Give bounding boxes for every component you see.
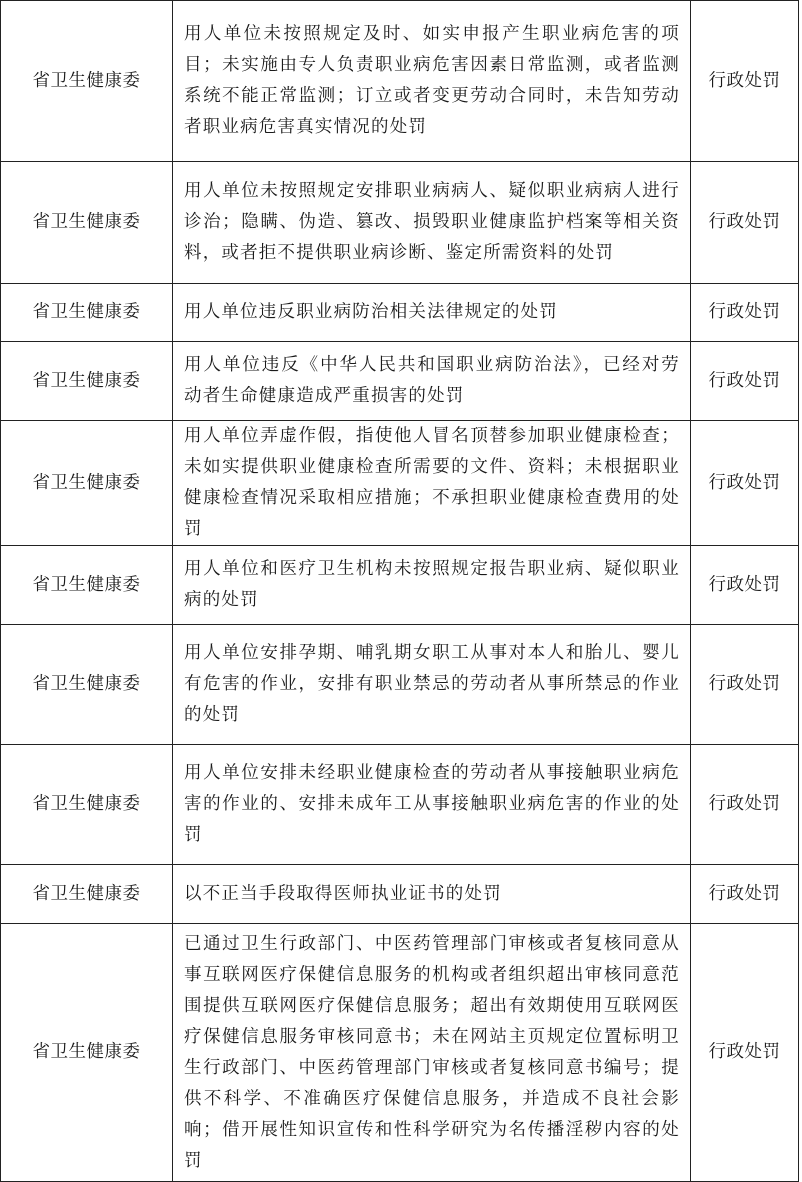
department-cell: 省卫生健康委	[1, 421, 173, 546]
item-cell: 用人单位和医疗卫生机构未按照规定报告职业病、疑似职业病的处罚	[173, 546, 691, 625]
department-cell: 省卫生健康委	[1, 865, 173, 924]
type-cell: 行政处罚	[691, 924, 799, 1182]
type-cell: 行政处罚	[691, 342, 799, 421]
item-cell: 用人单位违反《中华人民共和国职业病防治法》，已经对劳动者生命健康造成严重损害的处罚	[173, 342, 691, 421]
type-cell: 行政处罚	[691, 865, 799, 924]
type-cell: 行政处罚	[691, 421, 799, 546]
table-row	[1, 284, 799, 342]
item-cell: 用人单位弄虚作假，指使他人冒名顶替参加职业健康检查；未如实提供职业健康检查所需要的文件、资料；未根据职业健康检查情况采取相应措施；不承担职业健康检查费用的处罚	[173, 421, 691, 546]
type-cell: 行政处罚	[691, 546, 799, 625]
table-row	[1, 924, 799, 1182]
item-cell: 用人单位安排未经职业健康检查的劳动者从事接触职业病危害的作业的、安排未成年工从事接触职业病危害的作业的处罚	[173, 745, 691, 865]
department-cell: 省卫生健康委	[1, 546, 173, 625]
department-cell: 省卫生健康委	[1, 342, 173, 421]
type-cell: 行政处罚	[691, 625, 799, 745]
item-cell: 用人单位未按照规定及时、如实申报产生职业病危害的项目；未实施由专人负责职业病危害因素日常监测，或者监测系统不能正常监测；订立或者变更劳动合同时，未告知劳动者职业病危害真实情况的处罚	[173, 1, 691, 162]
table-row	[1, 865, 799, 924]
item-cell: 用人单位违反职业病防治相关法律规定的处罚	[173, 284, 691, 342]
department-cell: 省卫生健康委	[1, 162, 173, 284]
table-row	[1, 1, 799, 162]
table-row	[1, 421, 799, 546]
department-cell: 省卫生健康委	[1, 284, 173, 342]
department-cell: 省卫生健康委	[1, 745, 173, 865]
department-cell: 省卫生健康委	[1, 625, 173, 745]
table-row	[1, 625, 799, 745]
department-cell: 省卫生健康委	[1, 924, 173, 1182]
item-cell: 以不正当手段取得医师执业证书的处罚	[173, 865, 691, 924]
item-cell: 用人单位安排孕期、哺乳期女职工从事对本人和胎儿、婴儿有危害的作业，安排有职业禁忌的劳动者从事所禁忌的作业的处罚	[173, 625, 691, 745]
type-cell: 行政处罚	[691, 1, 799, 162]
table-row	[1, 162, 799, 284]
department-cell: 省卫生健康委	[1, 1, 173, 162]
table-row	[1, 342, 799, 421]
table-row	[1, 745, 799, 865]
type-cell: 行政处罚	[691, 284, 799, 342]
item-cell: 已通过卫生行政部门、中医药管理部门审核或者复核同意从事互联网医疗保健信息服务的机构或者组织超出审核同意范围提供互联网医疗保健信息服务；超出有效期使用互联网医疗保健信息服务审核同意书；未在网站主页规定位置标明卫生行政部门、中医药管理部门审核或者复核同意书编号；提供不科学、不准确医疗保健信息服务，并造成不良社会影响；借开展性知识宣传和性科学研究为名传播淫秽内容的处罚	[173, 924, 691, 1182]
type-cell: 行政处罚	[691, 745, 799, 865]
type-cell: 行政处罚	[691, 162, 799, 284]
item-cell: 用人单位未按照规定安排职业病病人、疑似职业病病人进行诊治；隐瞒、伪造、篡改、损毁职业健康监护档案等相关资料，或者拒不提供职业病诊断、鉴定所需资料的处罚	[173, 162, 691, 284]
table-row	[1, 546, 799, 625]
